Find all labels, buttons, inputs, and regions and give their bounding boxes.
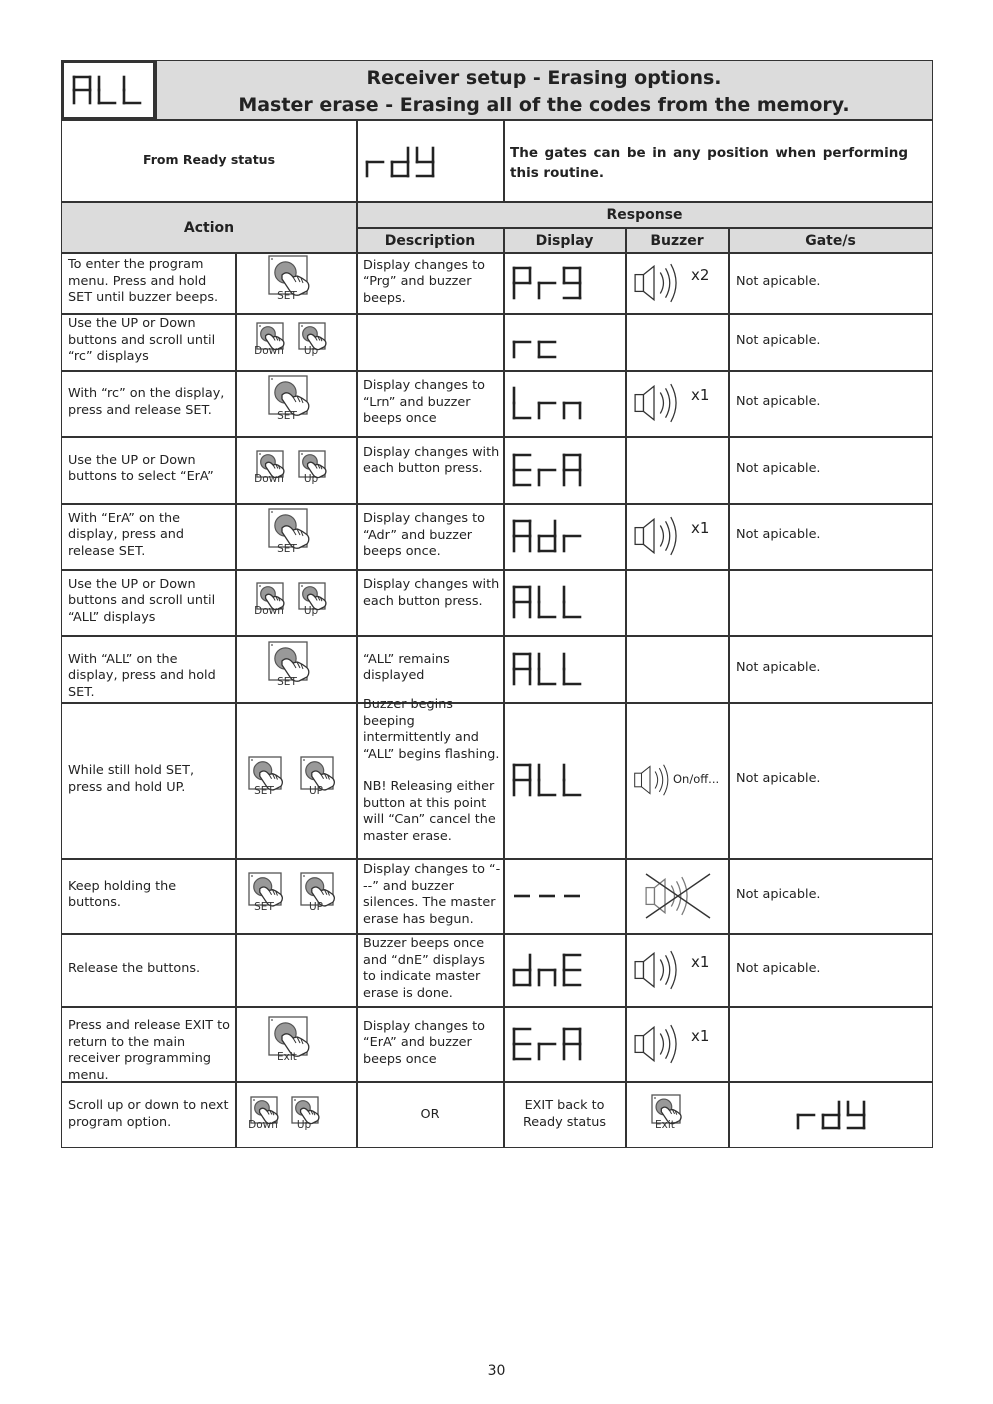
- grid-line: [61, 503, 933, 505]
- buzzer-speaker-icon: [633, 949, 696, 991]
- row-description-text: Display changes to “---” and buzzer silences. The master erase has begun.: [363, 862, 501, 927]
- start-label: From Ready status: [142, 152, 276, 167]
- column-header-description: Description: [384, 233, 476, 249]
- row-display: [512, 453, 602, 489]
- final-exit-text: EXIT back to Ready status: [522, 1098, 607, 1130]
- final-display: [796, 1100, 876, 1130]
- grid-line: [235, 252, 237, 1147]
- grid-line: [61, 252, 933, 254]
- grid-line: [61, 436, 933, 438]
- buzzer-speaker-icon: [633, 1023, 696, 1065]
- row-display: [512, 763, 602, 799]
- row-gates: Not apicable.: [736, 771, 821, 786]
- button-caption: SET: [277, 543, 297, 555]
- row-display: [512, 585, 602, 621]
- row-action: Keep holding the buttons.: [68, 878, 177, 910]
- row-gates: Not apicable.: [736, 527, 821, 542]
- grid-line: [356, 120, 358, 202]
- grid-line: [356, 201, 358, 1148]
- button-caption: SET: [254, 785, 274, 797]
- row-description-text: Display changes to “Prg” and buzzer beeps.: [363, 257, 485, 306]
- button-caption: SET: [277, 675, 297, 688]
- column-header-response: Response: [606, 207, 683, 223]
- row-description-text: Buzzer begins beeping intermittently and “ALL” begins flashing.: [363, 697, 500, 762]
- row-display: [512, 1027, 602, 1063]
- start-note: The gates can be in any position when performing this routine.: [510, 145, 908, 181]
- row-description: [363, 652, 501, 685]
- row-action: With “ErA” on the display, press and release SET.: [68, 510, 185, 559]
- button-caption: Down: [248, 1119, 278, 1131]
- button-caption: SET: [254, 900, 274, 913]
- row-gates: Not apicable.: [736, 886, 821, 902]
- title-line-1: Receiver setup - Erasing options.: [366, 67, 722, 89]
- row-gates: Not apicable.: [736, 332, 821, 348]
- grid-line: [61, 201, 933, 203]
- row-description-text: Display changes to “Lrn” and buzzer beeps once: [363, 378, 485, 427]
- title-line-2: Master erase - Erasing all of the codes from the memory.: [238, 94, 850, 116]
- button-caption: Down: [254, 344, 284, 357]
- row-description: [363, 862, 501, 928]
- column-header-gates: Gate/s: [805, 233, 856, 249]
- grid-line: [503, 120, 505, 202]
- row-display: [512, 519, 602, 555]
- grid-line: [61, 858, 933, 860]
- buzzer-count: x1: [691, 1026, 710, 1045]
- row-action: Use the UP or Down buttons and scroll until “ALL” displays: [68, 576, 216, 625]
- grid-line: [61, 569, 933, 571]
- buzzer-count: x1: [691, 952, 710, 971]
- row-action: With “ALL” on the display, press and hold SET.: [68, 651, 216, 700]
- row-action: With “rc” on the display, press and release SET.: [68, 386, 225, 418]
- grid-line: [503, 227, 505, 1148]
- row-description-text: Buzzer beeps once and “dnE” displays to indicate master erase is done.: [363, 936, 485, 1001]
- row-description: [363, 258, 501, 308]
- row-display: [512, 266, 602, 302]
- buzzer-count: x2: [691, 265, 710, 284]
- grid-line: [61, 1006, 933, 1008]
- row-action: Press and release EXIT to return to the main receiver programming menu.: [68, 1018, 230, 1083]
- row-description: [363, 1019, 501, 1069]
- grid-line: [61, 635, 933, 637]
- row-description: [363, 577, 501, 610]
- row-action: While still hold SET, press and hold UP.: [68, 763, 195, 795]
- buzzer-count: x1: [691, 519, 710, 537]
- button-caption: Up: [303, 344, 319, 357]
- button-caption: Up: [303, 472, 319, 485]
- row-display: [512, 386, 602, 422]
- row-action: To enter the program menu. Press and hold SET until buzzer beeps.: [68, 257, 219, 305]
- button-caption: Down: [254, 605, 284, 617]
- button-caption: Up: [303, 605, 319, 617]
- column-header-buzzer: Buzzer: [650, 233, 704, 249]
- row-display: [512, 325, 602, 361]
- mute-cross-icon: [642, 870, 712, 922]
- final-action: Scroll up or down to next program option.: [68, 1098, 229, 1130]
- grid-line: [625, 227, 627, 1148]
- row-description-note: NB! Releasing either button at this point will “Can” cancel the master erase.: [363, 779, 496, 844]
- button-caption: Exit: [277, 1050, 297, 1063]
- start-display: [365, 146, 445, 176]
- page-number: 30: [487, 1363, 506, 1379]
- grid-line: [356, 227, 932, 229]
- button-caption: SET: [277, 289, 297, 302]
- column-header-action: Action: [183, 220, 235, 236]
- button-caption: Up: [296, 1119, 312, 1131]
- final-or: OR: [420, 1107, 440, 1122]
- row-display: [512, 652, 602, 688]
- buzzer-speaker-icon: [633, 515, 696, 557]
- row-display: [512, 879, 602, 915]
- buzzer-onoff-label: On/off...: [673, 772, 720, 786]
- row-action: Release the buttons.: [68, 961, 201, 976]
- grid-line: [61, 933, 933, 935]
- row-description-text: Display changes to “ErA” and buzzer beeps once: [363, 1018, 485, 1067]
- grid-line: [155, 61, 157, 119]
- button-set-icon[interactable]: [268, 508, 320, 548]
- buzzer-count: x1: [691, 386, 710, 404]
- row-description: [363, 511, 501, 561]
- row-display: [512, 953, 602, 989]
- row-description-text: “ALL” remains displayed: [363, 651, 450, 684]
- row-action: Use the UP or Down buttons and scroll until “rc” displays: [68, 316, 216, 364]
- row-description-text: Display changes to “Adr” and buzzer beeps once.: [363, 511, 485, 560]
- button-caption: Exit: [655, 1119, 675, 1131]
- grid-line: [61, 313, 933, 315]
- button-caption: Down: [254, 472, 284, 485]
- row-gates: Not apicable.: [736, 394, 821, 409]
- button-caption: UP: [308, 785, 324, 797]
- row-gates: Not apicable.: [736, 273, 821, 289]
- row-gates: Not apicable.: [736, 960, 821, 976]
- column-header-display: Display: [535, 233, 594, 249]
- button-set-icon[interactable]: [268, 641, 320, 681]
- button-caption: SET: [277, 410, 297, 422]
- row-gates: Not apicable.: [736, 659, 821, 675]
- row-gates: Not apicable.: [736, 460, 821, 476]
- row-description: [363, 378, 501, 428]
- button-caption: UP: [308, 900, 324, 913]
- row-description-text: Display changes with each button press.: [363, 444, 500, 477]
- button-exit-icon[interactable]: [268, 1016, 320, 1056]
- button-set-icon[interactable]: [268, 375, 320, 415]
- row-action: Use the UP or Down buttons to select “ErA”: [68, 452, 214, 484]
- row-description-text: Display changes with each button press.: [363, 577, 500, 609]
- row-description: [363, 697, 501, 845]
- buzzer-speaker-icon: [633, 382, 696, 424]
- buzzer-speaker-icon: [633, 262, 696, 304]
- grid-line: [61, 370, 933, 372]
- grid-line: [728, 227, 730, 1148]
- button-set-icon[interactable]: [268, 255, 320, 295]
- row-description: [363, 936, 501, 1002]
- grid-line: [61, 119, 933, 121]
- row-description: [363, 445, 501, 478]
